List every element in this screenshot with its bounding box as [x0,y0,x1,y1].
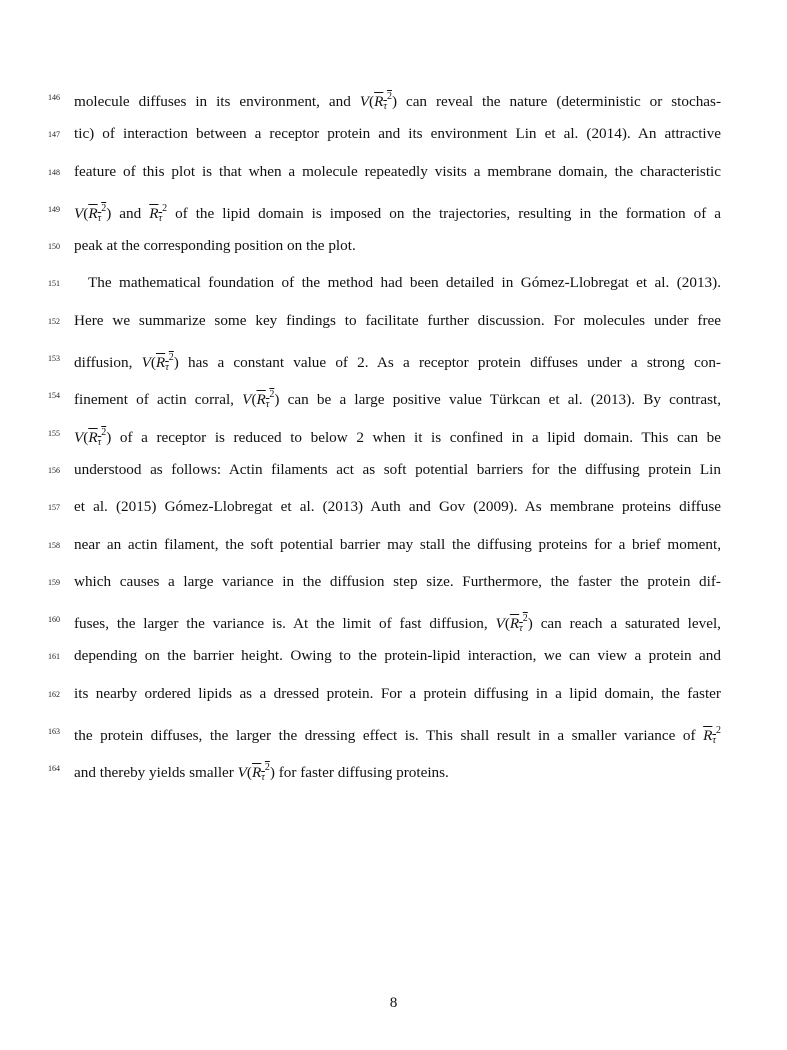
line-number: 160 [48,615,60,625]
text-line [0,190,787,227]
math-V-R-tau-sq: $V(R_\tau^2)$ [74,202,112,224]
text-line [0,302,787,339]
text-segment: molecule diffuses in its environment, and [74,93,360,110]
text-segment: diffusion, [74,354,142,372]
line-text: understood as follows: Actin filaments act as soft potential barriers for the diffusing protein Lin [74,460,721,478]
text-segment: finement of actin corral, [74,391,243,409]
text-segment: the protein diffuses, the larger the dressing effect is. This shall result in a smaller variance of [74,727,704,745]
math-V-R-tau-sq: $V(R_\tau^2)$ [495,613,533,635]
text-line [0,264,787,301]
line-number: 146 [48,93,60,102]
text-line [0,637,787,674]
text-segment: of the lipid domain is imposed on the trajectories, resulting in the formation of a [167,204,721,222]
line-number: 152 [48,316,60,326]
line-number: 157 [48,503,60,513]
line-text: which causes a large variance in the diffusion step size. Furthermore, the faster the protein dif- [74,572,721,590]
text-line [0,675,787,712]
line-number: 151 [48,279,60,289]
text-line [0,563,787,600]
math-R-tau-sq: $R_\tau^2$ [149,202,168,224]
text-line [0,153,787,190]
text-line [0,488,787,525]
line-text [74,749,721,796]
line-number: 163 [48,727,60,737]
text-line [0,115,787,152]
math-R-tau-sq: $R_\tau^2$ [703,725,721,747]
math-V-R-tau-sq: $V(R_\tau^2)$ [141,352,179,374]
text-line [0,600,787,637]
text-line [0,451,787,488]
math-V-R-tau-sq: $V(R_\tau^2)$ [237,762,275,784]
math-V-R-tau-sq: $V(R_\tau^2)$ [242,389,280,411]
text-line [0,712,787,749]
line-number: 149 [48,204,60,214]
text-segment: fuses, the larger the variance is. At the limit of fast diffusion, [74,615,496,633]
text-segment: can reach a saturated level, [532,615,721,633]
line-text: The mathematical foundation of the method had been detailed in Gómez-Llobregat et al. (2013). [88,274,721,292]
text-line [0,339,787,376]
line-number: 155 [48,428,60,438]
text-line [0,749,787,786]
text-segment: can reveal the nature (deterministic or stochas- [397,93,721,110]
line-number: 154 [48,391,60,401]
line-number: 150 [48,242,60,252]
text-segment: has a constant value of 2. As a receptor protein diffuses under a strong con- [178,354,721,372]
line-text: depending on the barrier height. Owing to the protein-lipid interaction, we can view a protein and [74,647,721,665]
line-text: Here we summarize some key findings to facilitate further discussion. For molecules under free [74,311,721,329]
line-number: 148 [48,167,60,177]
line-number: 159 [48,577,60,587]
text-segment: and thereby yields smaller [74,764,238,782]
line-number: 162 [48,689,60,699]
text-segment: can be a large positive value Türkcan et al. (2013). By contrast, [279,391,722,409]
line-text: feature of this plot is that when a molecule repeatedly visits a membrane domain, the characteristic [74,162,721,180]
line-text: peak at the corresponding position on the plot. [74,237,356,255]
line-number: 161 [48,652,60,662]
math-V-R-tau-sq: $V(R_\tau^2)$ [74,426,112,448]
line-text: et al. (2015) Gómez-Llobregat et al. (2013) Auth and Gov (2009). As membrane proteins diffuse [74,498,721,516]
line-text: tic) of interaction between a receptor protein and its environment Lin et al. (2014). An attractive [74,125,721,143]
line-number: 164 [48,764,60,774]
line-number: 158 [48,540,60,550]
page-number: 8 [389,994,398,1011]
line-text: its nearby ordered lipids as a dressed protein. For a protein diffusing in a lipid domain, the faster [74,684,721,702]
body-text [0,78,787,787]
text-line [0,376,787,413]
text-segment: for faster diffusing proteins. [274,764,449,782]
line-number: 153 [48,354,60,364]
text-line [0,526,787,563]
math-V-R-tau-sq: $V(R_\tau^2)$ [359,91,398,112]
text-line [0,414,787,451]
text-line [0,78,787,115]
text-segment: of a receptor is reduced to below 2 when it is confined in a lipid domain. This can be [111,428,721,446]
line-text: near an actin filament, the soft potential barrier may stall the diffusing proteins for a brief moment, [74,535,721,553]
text-line [0,227,787,264]
text-segment: and [111,204,150,222]
line-number: 156 [48,465,60,475]
line-number: 147 [48,130,60,140]
